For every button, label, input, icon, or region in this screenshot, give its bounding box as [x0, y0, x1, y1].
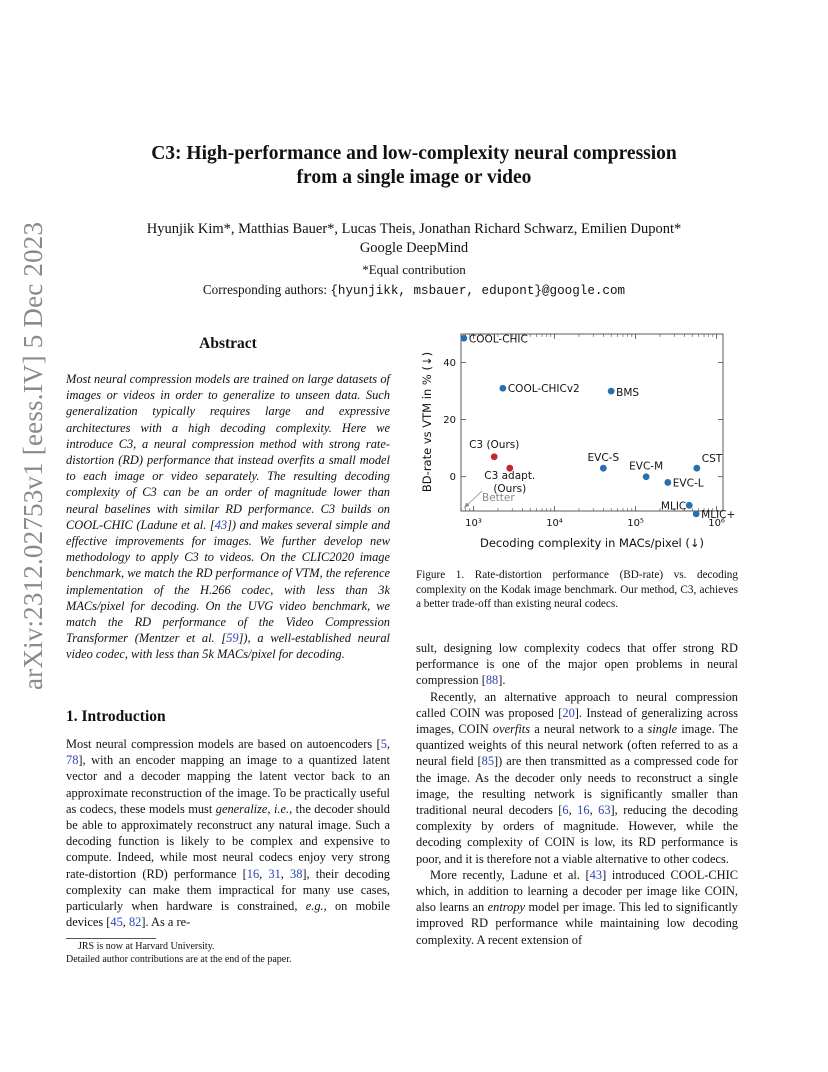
x-tick-label: 10⁶: [708, 518, 725, 529]
y-axis-label: BD-rate vs VTM in % (↓): [420, 351, 434, 493]
citation-link[interactable]: 43: [589, 867, 603, 882]
emphasis-text: single: [647, 722, 678, 737]
data-point-evc-m: [643, 473, 650, 480]
point-label-cst: CST: [701, 453, 723, 466]
body-text: model per image. This led to significantly improved RD performance while maintaining low decoding complexity. A recent extension of: [416, 900, 738, 947]
point-label-line: (Ours): [493, 483, 527, 496]
author-block: [90, 220, 738, 258]
emphasis-text: entropy: [487, 900, 526, 915]
point-label-evc-s: EVC-S: [587, 452, 620, 465]
y-tick-label: 40: [443, 358, 456, 370]
body-text: ], with an encoder mapping an image to a quantized latent vector and a decoder mapping the latent vector back to an approximate reconstruction of the image. To be practically useful as codecs, these models must: [66, 753, 390, 816]
citation-link[interactable]: 16: [246, 866, 260, 881]
x-axis-label: Decoding complexity in MACs/pixel (↓): [479, 536, 705, 550]
citation-link[interactable]: 38: [290, 866, 303, 881]
footnote-contributions: Detailed author contributions are at the end of the paper.: [66, 954, 292, 965]
body-text: ,: [267, 801, 274, 816]
citation-link[interactable]: 82: [128, 915, 142, 930]
body-text: sult, designing low complexity codecs that offer strong RD performance is one of the major open problems in neural compression [: [416, 641, 738, 688]
citation-link[interactable]: 16: [577, 803, 590, 818]
citation-link[interactable]: 85: [481, 754, 495, 769]
data-point-evc-l: [664, 479, 671, 486]
paragraph: [416, 867, 738, 948]
point-label-bms: BMS: [616, 387, 640, 400]
body-text: More recently, Ladune et al. [: [430, 867, 590, 882]
body-text: a neural network to a: [530, 722, 648, 737]
body-text: ] introduced COOL-CHIC which, in addition to learning a decoder per image like COIN, also learns an: [416, 867, 738, 915]
author-list: Hyunjik Kim*, Matthias Bauer*, Lucas Theis, Jonathan Richard Schwarz, Emilien Dupont*: [146, 221, 682, 237]
right-column-text: [416, 640, 738, 948]
citation-link[interactable]: 6: [562, 803, 569, 818]
data-point-mlic: [686, 502, 693, 509]
abstract-text-part: ]) and makes several simple and effective improvements for images. We further develop new methodology to apply C3 to videos. On the CLIC2020 image benchmark, we match the RD performance of VTM, the reference implementation of the H.266 codec, with less than 3k MACs/pixel for decoding. On the UVG video benchmark, we match the RD performance of the Video Compression Transformer (Mentzer et al. [: [66, 517, 390, 646]
citation-link[interactable]: 43: [214, 517, 228, 532]
introduction-text: [66, 736, 390, 930]
body-text: image. The quantized weights of this neural network (often referred to as a neural field [: [416, 722, 738, 769]
paper-title: [90, 142, 738, 190]
point-label-mlic: MLIC: [660, 500, 687, 513]
figure-1-caption: Figure 1. Rate-distortion performance (BD-rate) vs. decoding complexity on the Kodak image benchmark. Our method, C3, achieves a better trade-off than existing neural codecs.: [416, 569, 738, 611]
point-label-evc-m: EVC-M: [629, 460, 664, 473]
emphasis-text: i.e.: [273, 801, 290, 816]
citation-link[interactable]: 45: [110, 915, 123, 930]
x-tick-label: 10⁴: [546, 518, 563, 529]
data-point-evc-s: [600, 465, 607, 472]
citation-link[interactable]: 5: [380, 737, 387, 751]
point-label-c3-ours: C3 (Ours): [469, 438, 520, 451]
data-point-cool-chicv2: [499, 385, 506, 392]
abstract-text-part: Most neural compression models are trained on large datasets of images or videos in order to generalize to unseen data. Such generalization typically requires large and expressive architectures with a high decoding complexity. Here we introduce C3, a neural compression method with strong rate-distortion (RD) performance that instead overfits a small model to each image or video separately. The resulting decoding complexity of C3 can be an order of magnitude lower than neural baselines with similar RD performance. C3 builds on COOL-CHIC (Ladune et al. [: [66, 372, 390, 532]
emphasis-text: overfits: [492, 722, 531, 737]
data-point-mlic: [693, 510, 700, 517]
body-text: ], their decoding complexity can make them impractical for many use cases, particularly when hardware is constrained,: [66, 866, 391, 914]
body-text: , on mobile devices [: [66, 899, 390, 930]
body-text: ]. Instead of generalizing across images, COIN: [416, 705, 738, 737]
better-annotation: Better: [482, 492, 515, 504]
abstract-heading: Abstract: [199, 335, 257, 352]
paragraph: [416, 689, 738, 867]
paragraph: [416, 640, 738, 689]
citation-link[interactable]: 59: [226, 631, 239, 646]
citation-link[interactable]: 88: [485, 673, 499, 688]
data-point-c3-ours: [491, 453, 498, 460]
body-text: ,: [589, 803, 599, 818]
corresponding-authors: [90, 282, 738, 298]
abstract-text: [66, 371, 390, 663]
body-text: ,: [259, 866, 269, 881]
footnote-affiliation: JRS is now at Harvard University.: [78, 941, 215, 952]
body-text: ,: [280, 866, 291, 881]
point-label-line: C3 adapt.: [484, 470, 536, 483]
arxiv-identifier: arXiv:2312.02753v1 [eess.IV] 5 Dec 2023: [18, 221, 48, 690]
point-label-evc-l: EVC-L: [672, 477, 704, 490]
paper-title-line-1: C3: High-performance and low-complexity neural compression: [151, 143, 677, 164]
data-point-cool-chic: [460, 335, 467, 342]
body-text: ,: [122, 915, 129, 930]
figure-1-chart: [416, 328, 738, 553]
y-tick-label: 20: [443, 415, 456, 427]
footnote-rule: [66, 938, 156, 939]
point-label-cool-chicv2: COOL-CHICv2: [507, 383, 580, 396]
body-text: Most neural compression models are based on autoencoders [: [66, 737, 381, 751]
data-point-cst: [693, 465, 700, 472]
citation-link[interactable]: 20: [562, 705, 575, 720]
body-text: Recently, an alternative approach to neural compression called COIN was proposed [: [416, 689, 738, 720]
corresponding-emails: {hyunjikk, msbauer, edupont}@google.com: [330, 284, 626, 298]
body-text: , the decoder should be able to approximately reconstruct any natural image. Such a decoding function is likely to be complex and expensive to compute. Indeed, while most neural codecs enjoy very strong rate-distortion (RD) performance [: [66, 801, 390, 881]
x-tick-label: 10⁵: [627, 518, 644, 529]
corresponding-label: Corresponding authors:: [202, 282, 328, 297]
body-text: ,: [568, 803, 578, 818]
body-text: ]. As a re-: [141, 915, 191, 930]
paper-title-line-2: from a single image or video: [296, 167, 532, 188]
body-text: ], reducing the decoding complexity by orders of magnitude. However, while the decoding complexity of COIN is low, its RD performance is poor, and it is therefore not a viable alternative to other codecs.: [416, 803, 739, 866]
point-label-mlic: MLIC+: [701, 508, 736, 521]
body-text: ,: [386, 737, 390, 751]
x-tick-label: 10³: [465, 518, 482, 529]
affiliation: Google DeepMind: [359, 240, 469, 256]
citation-link[interactable]: 78: [66, 753, 79, 768]
data-point-bms: [608, 388, 615, 395]
footnotes: [66, 940, 390, 966]
section-heading-introduction: 1. Introduction: [66, 708, 166, 725]
body-text: ]) are then transmitted as a compressed code for the image. As the decoder only needs to reconstruct a single image, the resulting network is significantly smaller than traditional neural decoders [: [416, 754, 738, 818]
y-tick-label: 0: [449, 472, 456, 484]
citation-link[interactable]: 31: [268, 866, 281, 881]
point-label-cool-chic: COOL-CHIC: [468, 333, 528, 346]
emphasis-text: generalize: [215, 801, 268, 816]
equal-contribution-note: *Equal contribution: [362, 262, 466, 277]
emphasis-text: e.g.: [305, 899, 324, 914]
citation-link[interactable]: 63: [598, 803, 611, 818]
abstract-text-part: ]), a well-established neural video codec, with less than 5k MACs/pixel for decoding.: [66, 631, 390, 662]
body-text: ].: [498, 673, 506, 688]
